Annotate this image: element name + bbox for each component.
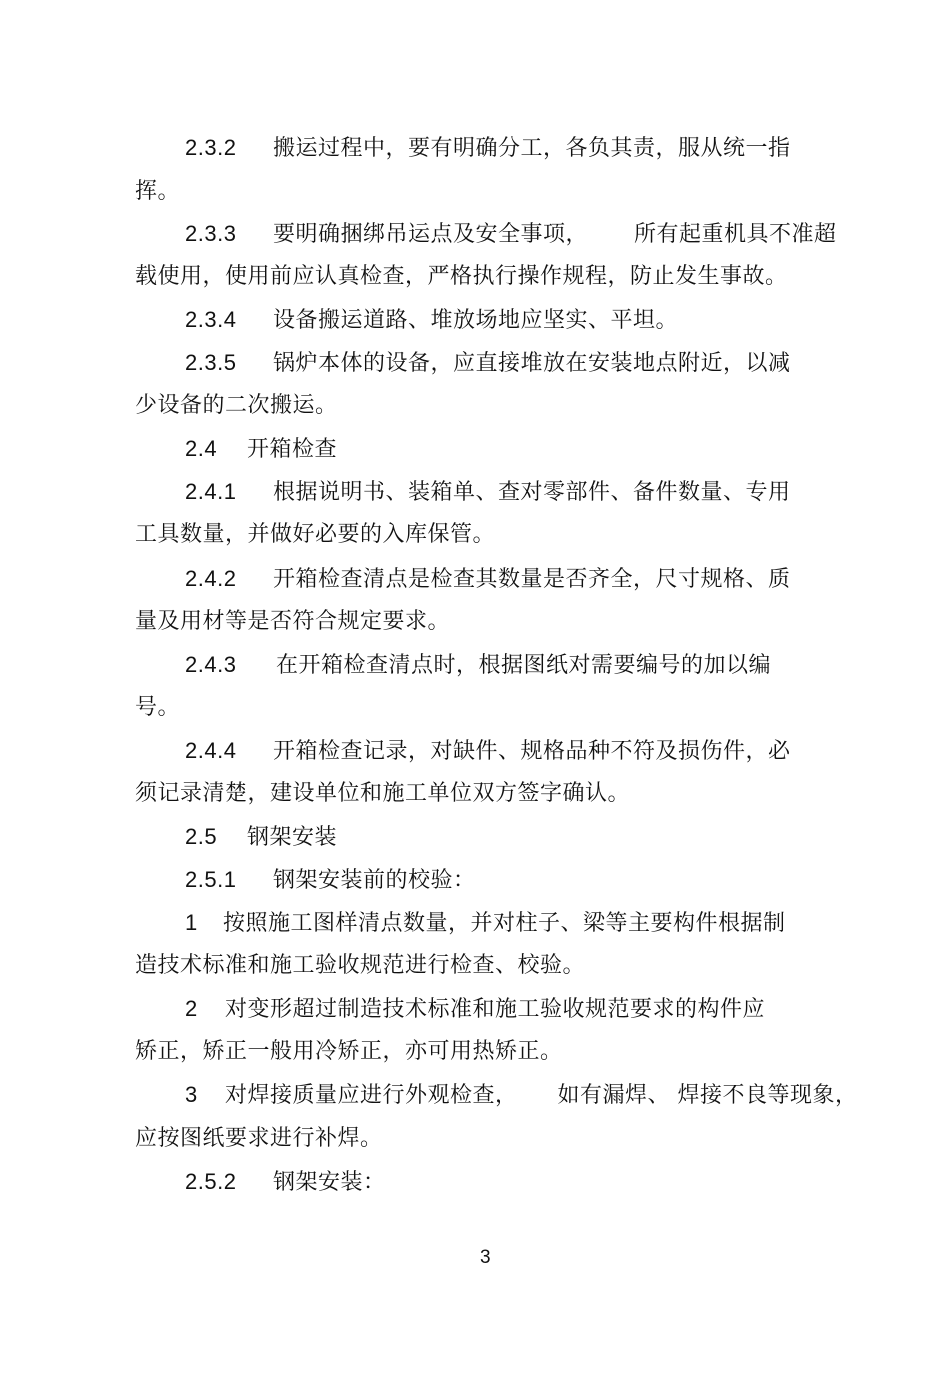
clause-text: 工具数量，并做好必要的入库保管。: [135, 522, 496, 547]
list-item-1-line-1: [185, 908, 786, 939]
paragraph-2-4-3-line-2: [135, 693, 180, 723]
paragraph-2-3-3-line-2: [135, 262, 788, 292]
list-item-2-line-2: [135, 1037, 563, 1067]
list-text: 应按图纸要求进行补焊。: [135, 1126, 383, 1151]
section-heading-2-5: [185, 822, 337, 853]
list-text: 对变形超过制造技术标准和施工验收规范要求的构件应: [225, 997, 766, 1022]
list-item-3-line-1: [185, 1080, 858, 1111]
paragraph-2-3-3-line-1: [185, 219, 837, 250]
clause-text: 少设备的二次搬运。: [135, 393, 338, 418]
clause-number: 2.5.2: [185, 1169, 237, 1194]
clause-text: 所有起重机具不准超: [634, 222, 837, 247]
clause-number: 2.3.2: [185, 135, 237, 160]
clause-text: 载使用，使用前应认真检查，严格执行操作规程，防止发生事故。: [135, 264, 788, 289]
paragraph-2-3-2-line-2: [135, 177, 180, 207]
paragraph-2-3-4-line-1: [185, 305, 678, 336]
list-text: 造技术标准和施工验收规范进行检查、校验。: [135, 953, 586, 978]
clause-text: 量及用材等是否符合规定要求。: [135, 609, 451, 634]
list-text: 如有漏焊、 焊接不良等现象，: [557, 1083, 858, 1108]
clause-number: 2.5.1: [185, 867, 237, 892]
list-text: 对焊接质量应进行外观检查，: [225, 1083, 518, 1108]
paragraph-2-4-1-line-1: [185, 477, 791, 508]
clause-text: 钢架安装：: [273, 1170, 386, 1195]
list-text: 按照施工图样清点数量，并对柱子、梁等主要构件根据制: [223, 911, 786, 936]
clause-text: 开箱检查记录，对缺件、规格品种不符及损伤件，必: [273, 739, 791, 764]
clause-number: 2.3.3: [185, 221, 237, 246]
list-item-2-line-1: [185, 994, 765, 1025]
section-title: 开箱检查: [247, 437, 338, 462]
clause-number: 2.4.1: [185, 479, 237, 504]
list-number: 1: [185, 910, 198, 935]
clause-text: 要明确捆绑吊运点及安全事项，: [273, 222, 589, 247]
paragraph-2-3-5-line-1: [185, 348, 791, 379]
paragraph-2-3-2-line-1: [185, 133, 791, 164]
paragraph-2-5-1-line-1: [185, 865, 476, 896]
clause-text: 开箱检查清点是检查其数量是否齐全，尺寸规格、质: [273, 567, 791, 592]
paragraph-2-5-2-line-1: [185, 1167, 386, 1198]
section-heading-2-4: [185, 434, 337, 465]
section-number: 2.4: [185, 436, 218, 461]
paragraph-2-4-2-line-2: [135, 607, 450, 637]
list-number: 2: [185, 996, 198, 1021]
clause-text: 钢架安装前的校验：: [273, 868, 476, 893]
clause-text: 设备搬运道路、堆放场地应坚实、平坦。: [273, 308, 679, 333]
paragraph-2-4-4-line-2: [135, 779, 630, 809]
clause-text: 须记录清楚，建设单位和施工单位双方签字确认。: [135, 781, 631, 806]
clause-number: 2.4.4: [185, 738, 237, 763]
paragraph-2-4-2-line-1: [185, 564, 791, 595]
paragraph-2-3-5-line-2: [135, 391, 338, 421]
page-number: 3: [480, 1247, 491, 1268]
clause-number: 2.4.3: [185, 652, 237, 677]
paragraph-2-4-4-line-1: [185, 736, 791, 767]
paragraph-2-4-3-line-1: [185, 650, 771, 681]
clause-text: 号。: [135, 695, 181, 720]
clause-text: 在开箱检查清点时，根据图纸对需要编号的加以编: [276, 653, 772, 678]
clause-number: 2.3.5: [185, 350, 237, 375]
clause-text: 搬运过程中，要有明确分工，各负其责，服从统一指: [273, 136, 791, 161]
list-item-1-line-2: [135, 951, 585, 981]
paragraph-2-4-1-line-2: [135, 520, 495, 550]
clause-text: 锅炉本体的设备，应直接堆放在安装地点附近，以减: [273, 351, 791, 376]
clause-number: 2.4.2: [185, 566, 237, 591]
clause-text: 根据说明书、装箱单、查对零部件、备件数量、专用: [273, 480, 791, 505]
list-text: 矫正，矫正一般用冷矫正，亦可用热矫正。: [135, 1039, 563, 1064]
section-number: 2.5: [185, 824, 218, 849]
section-title: 钢架安装: [247, 825, 338, 850]
clause-number: 2.3.4: [185, 307, 237, 332]
clause-text: 挥。: [135, 179, 181, 204]
list-number: 3: [185, 1082, 198, 1107]
list-item-3-line-2: [135, 1124, 383, 1154]
